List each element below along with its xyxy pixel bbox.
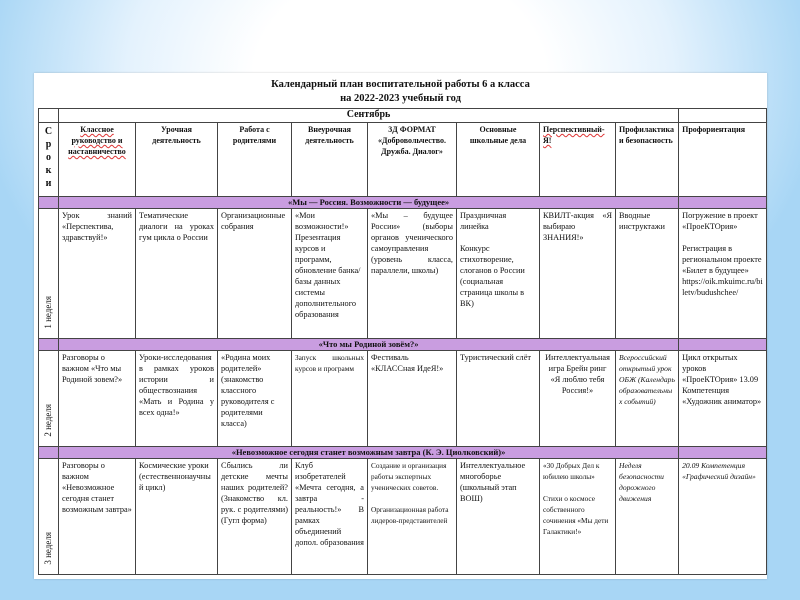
header-prevention: Профилактика и безопасность	[616, 123, 679, 197]
week-row-1	[39, 209, 767, 339]
week-label-1: 1 неделя	[39, 209, 59, 339]
month-label: Сентябрь	[59, 109, 679, 123]
cell-w2-c7: Интеллектуальная игра Брейн ринг «Я люблю тебя Россия!»	[540, 351, 616, 447]
theme-row-week-2	[39, 339, 767, 351]
header-career: Профориентация	[679, 123, 767, 197]
document-sheet	[34, 73, 767, 579]
cell-w2-c9: Цикл открытых уроков «ПроеКТОрия» 13.09 Компетенция «Художник аниматор»	[679, 351, 767, 447]
header-srok: С р о к и	[39, 123, 59, 197]
header-row	[39, 123, 767, 197]
cell-w2-c1: Разговоры о важном «Что мы Родиной зовем?»	[59, 351, 136, 447]
cell-w2-c4: Запуск школьных курсов и программ	[292, 351, 368, 447]
calendar-plan-table	[38, 108, 767, 575]
theme-week-1: «Мы — Россия. Возможности — будущее»	[59, 197, 679, 209]
header-parents: Работа с родителями	[218, 123, 292, 197]
cell-w1-c2: Тематические диалоги на уроках гум цикла о России	[136, 209, 218, 339]
month-corner	[39, 109, 59, 123]
cell-w3-c2: Космические уроки (естественнонаучный цикл)	[136, 459, 218, 575]
month-row	[39, 109, 767, 123]
cell-w3-c6: Интеллектуальное многоборье (школьный этап ВОШ)	[457, 459, 540, 575]
cell-w2-c5: Фестиваль «КЛАССная ИдеЯ!»	[368, 351, 457, 447]
cell-w2-c6: Туристический слёт	[457, 351, 540, 447]
cell-w1-c8: Вводные инструктажи	[616, 209, 679, 339]
title-line-2: на 2022-2023 учебный год	[340, 93, 461, 104]
cell-w1-c5: «Мы – будущее России» (выборы органов ученического самоуправления (уровень класса, параллели, школы)	[368, 209, 457, 339]
cell-w1-c7: КВИЛТ-акция «Я выбираю ЗНАНИЯ!»	[540, 209, 616, 339]
week-row-3	[39, 459, 767, 575]
cell-w2-c8: Всероссийский открытый урок ОБЖ (Календарь образовательных событий)	[616, 351, 679, 447]
cell-w1-c1: Урок знаний «Перспектива, здравствуй!»	[59, 209, 136, 339]
document-title	[34, 73, 767, 107]
cell-w3-c5: Создание и организация работы экспертных ученических советов. Организационная работа лидеров-представителей	[368, 459, 457, 575]
cell-w3-c9: 20.09 Компетенция «Графический дизайн»	[679, 459, 767, 575]
cell-w1-c4: «Мои возможности!» Презентация курсов и программ, обновление банка/базы данных системы дополнительного образования	[292, 209, 368, 339]
cell-w3-c7: «30 Добрых Дел к юбилею школы» Стихи о космосе собственного сочинения «Мы дети Галактики!»	[540, 459, 616, 575]
cell-w1-c3: Организационные собрания	[218, 209, 292, 339]
header-extracurricular: Внеурочная деятельность	[292, 123, 368, 197]
cell-w3-c4: Клуб изобретателей «Мечта сегодня, а завтра - реальность!» В рамках объединений допол. образования	[292, 459, 368, 575]
cell-w1-c9[interactable]: Погружение в проект «ПроеКТОрия» Регистрация в региональном проекте «Билет в будущее» https://oik.mkuimc.ru/biletv/budushchee/	[679, 209, 767, 339]
cell-w3-c3: Сбылись ли детские мечты наших родителей? (Знакомство кл. рук. с родителями) (Гугл форма)	[218, 459, 292, 575]
month-extra	[679, 109, 767, 123]
header-school-events: Основные школьные дела	[457, 123, 540, 197]
cell-w2-c3: «Родина моих родителей» (знакомство классного руководителя с родителями класса)	[218, 351, 292, 447]
header-3d-format: 3Д ФОРМАТ «Добровольчество. Дружба. Диалог»	[368, 123, 457, 197]
week-label-2: 2 неделя	[39, 351, 59, 447]
cell-w3-c1: Разговоры о важном «Невозможное сегодня станет возможным завтра»	[59, 459, 136, 575]
theme-week-2: «Что мы Родиной зовём?»	[59, 339, 679, 351]
title-line-1: Календарный план воспитательной работы 6 а класса	[271, 79, 530, 90]
week-row-2	[39, 351, 767, 447]
theme-row-week-3	[39, 447, 767, 459]
header-perspective: Перспективный-Я!	[540, 123, 616, 197]
cell-w3-c8: Неделя безопасности дорожного движения	[616, 459, 679, 575]
cell-w1-c6: Праздничная линейка Конкурс стихотворение, слоганов о России (социальная страница школы в ВК)	[457, 209, 540, 339]
week-label-3: 3 неделя	[39, 459, 59, 575]
cell-w2-c2: Уроки-исследования в рамках уроков истории и обществознания «Мать и Родина у всех одна!»	[136, 351, 218, 447]
header-lessons: Урочная деятельность	[136, 123, 218, 197]
theme-row-week-1	[39, 197, 767, 209]
theme-week-3: «Невозможное сегодня станет возможным завтра (К. Э. Циолковский)»	[59, 447, 679, 459]
header-class-guidance: Классное руководство и наставничество	[59, 123, 136, 197]
